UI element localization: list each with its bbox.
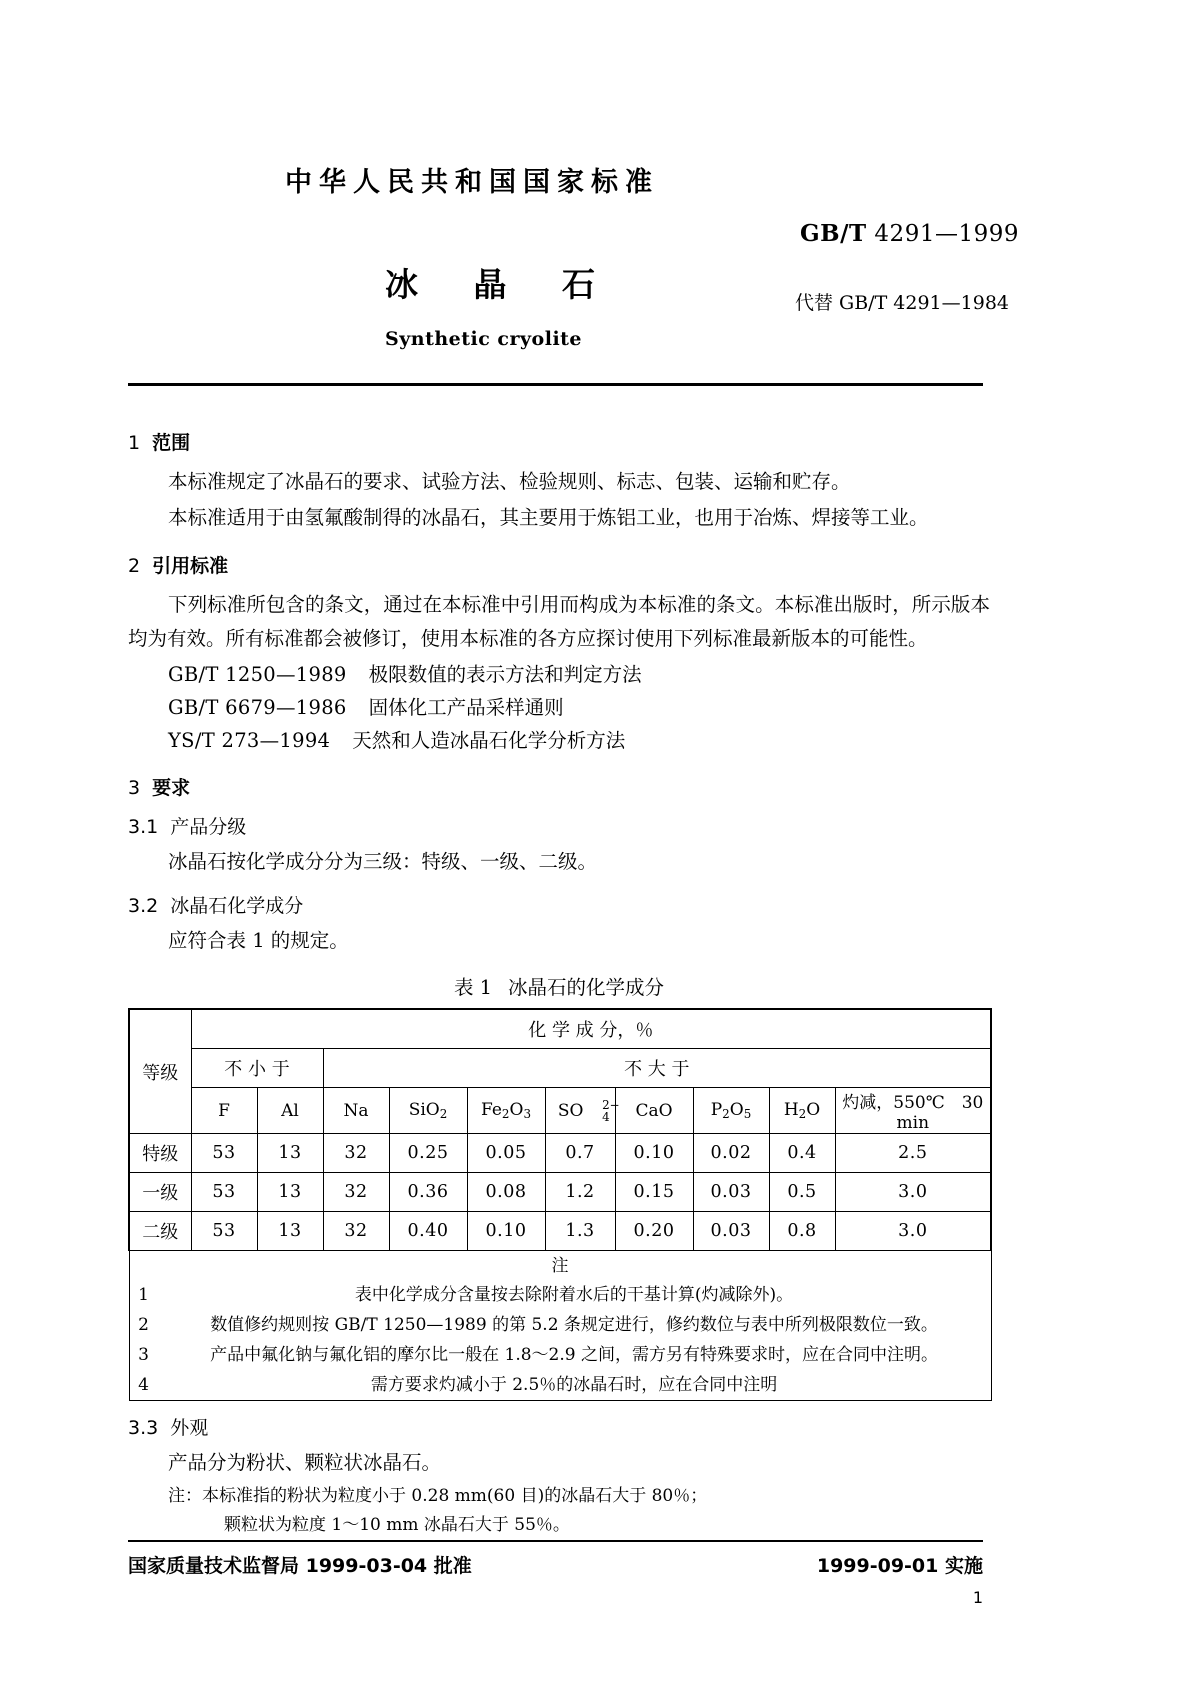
table-cell-sio2: 0.25 bbox=[389, 1134, 467, 1173]
table-cell-loss: 2.5 bbox=[835, 1134, 991, 1173]
table-header-cao: CaO bbox=[615, 1088, 693, 1134]
table-notes-row bbox=[129, 1251, 991, 1401]
standard-code-number: 4291—1999 bbox=[874, 221, 1019, 247]
heading-2-number: 2 bbox=[128, 555, 141, 577]
section-3-3-note-1: 注：本标准指的粉状为粒度小于 0.28 mm(60 目)的冰晶石大于 80％； bbox=[168, 1486, 708, 1506]
table-header-max-group bbox=[323, 1049, 991, 1088]
footer-divider bbox=[128, 1540, 983, 1542]
table-cell-f: 53 bbox=[191, 1134, 257, 1173]
table-note-item bbox=[130, 1280, 991, 1310]
table-row bbox=[129, 1134, 991, 1173]
reference-item bbox=[128, 724, 990, 757]
table-note-text: 数值修约规则按 GB/T 1250—1989 的第 5.2 条规定进行，修约数位与表中所列极限数位一致。 bbox=[210, 1315, 938, 1335]
table-header-row-limits bbox=[129, 1049, 991, 1088]
table-header-row-group bbox=[129, 1009, 991, 1049]
table-header-so4: SO 4 2− bbox=[545, 1088, 615, 1134]
standard-code bbox=[800, 220, 1019, 247]
table-cell-h2o: 0.5 bbox=[769, 1173, 835, 1212]
table-note-item bbox=[130, 1340, 991, 1370]
section-2-paragraph-1: 下列标准所包含的条文，通过在本标准中引用而构成为本标准的条文。本标准出版时，所示版本均为有效。所有标准都会被修订，使用本标准的各方应探讨使用下列标准最新版本的可能性。 bbox=[128, 593, 990, 650]
table-cell-p2o5: 0.02 bbox=[693, 1134, 769, 1173]
table-header-grade bbox=[129, 1009, 191, 1134]
document-header bbox=[0, 160, 1191, 350]
heading-section-2 bbox=[128, 551, 990, 578]
reference-code: YS/T 273—1994 bbox=[168, 729, 331, 752]
table-note-item bbox=[130, 1370, 991, 1400]
heading-section-3 bbox=[128, 773, 990, 800]
table-note-item bbox=[130, 1310, 991, 1340]
standard-code-prefix: GB/T bbox=[800, 220, 867, 247]
table-cell-fe2o3: 0.10 bbox=[467, 1212, 545, 1251]
table-cell-sio2: 0.36 bbox=[389, 1173, 467, 1212]
heading-3-3-number: 3.3 bbox=[128, 1417, 159, 1439]
footer-approval: 国家质量技术监督局 1999-03-04 批准 bbox=[128, 1555, 472, 1577]
table-row bbox=[129, 1173, 991, 1212]
table-note-text: 需方要求灼减小于 2.5％的冰晶石时，应在合同中注明 bbox=[370, 1375, 778, 1395]
table-notes bbox=[129, 1251, 991, 1401]
table-note-text: 产品中氟化钠与氟化铝的摩尔比一般在 1.8～2.9 之间，需方另有特殊要求时，应在合同中注明。 bbox=[210, 1345, 938, 1365]
header-divider bbox=[128, 383, 983, 386]
heading-1-number: 1 bbox=[128, 432, 141, 454]
page-title-english: Synthetic cryolite bbox=[385, 328, 583, 350]
reference-item bbox=[128, 691, 990, 724]
heading-3-2-title: 冰晶石化学成分 bbox=[170, 895, 304, 917]
table-header-max-label: 不 大 于 bbox=[624, 1059, 690, 1080]
table-header-fe2o3: $Fe_2O_3$ bbox=[467, 1088, 545, 1134]
table-cell-grade: 特级 bbox=[129, 1134, 191, 1173]
table-caption-label: 表 1 bbox=[453, 976, 493, 999]
table-header-composition bbox=[191, 1009, 991, 1049]
table-caption bbox=[128, 972, 990, 1000]
table-row bbox=[129, 1212, 991, 1251]
section-3-2-paragraph: 应符合表 1 的规定。 bbox=[168, 929, 349, 952]
table-cell-na: 32 bbox=[323, 1212, 389, 1251]
table-header-min-group bbox=[191, 1049, 323, 1088]
table-cell-f: 53 bbox=[191, 1212, 257, 1251]
table-note-index: 4 bbox=[138, 1375, 149, 1395]
table-header-grade-label: 等级 bbox=[142, 1062, 179, 1084]
reference-item bbox=[128, 658, 990, 691]
table-note-index: 3 bbox=[138, 1345, 149, 1365]
table-cell-al: 13 bbox=[257, 1212, 323, 1251]
heading-3-number: 3 bbox=[128, 777, 141, 799]
table-cell-na: 32 bbox=[323, 1173, 389, 1212]
table-cell-al: 13 bbox=[257, 1134, 323, 1173]
table-cell-cao: 0.15 bbox=[615, 1173, 693, 1212]
reference-code: GB/T 1250—1989 bbox=[168, 663, 347, 686]
table-header-na: Na bbox=[323, 1088, 389, 1134]
table-cell-so4: 1.2 bbox=[545, 1173, 615, 1212]
reference-title: 天然和人造冰晶石化学分析方法 bbox=[352, 729, 626, 752]
table-header-al: Al bbox=[257, 1088, 323, 1134]
page-number: 1 bbox=[972, 1588, 983, 1607]
table-cell-so4: 1.3 bbox=[545, 1212, 615, 1251]
table-cell-grade: 二级 bbox=[129, 1212, 191, 1251]
table-header-min-label: 不 小 于 bbox=[224, 1059, 290, 1080]
table-header-p2o5: $P_2O_5$ bbox=[693, 1088, 769, 1134]
heading-3-2-number: 3.2 bbox=[128, 895, 159, 917]
heading-3-3-title: 外观 bbox=[170, 1417, 209, 1439]
table-header-h2o: $H_2O$ bbox=[769, 1088, 835, 1134]
table-cell-so4: 0.7 bbox=[545, 1134, 615, 1173]
reference-title: 固体化工产品采样通则 bbox=[368, 696, 564, 719]
heading-section-3-3 bbox=[128, 1413, 990, 1440]
heading-2-title: 引用标准 bbox=[152, 555, 229, 577]
table-cell-na: 32 bbox=[323, 1134, 389, 1173]
heading-section-3-2 bbox=[128, 891, 990, 918]
table-cell-sio2: 0.40 bbox=[389, 1212, 467, 1251]
reference-code: GB/T 6679—1986 bbox=[168, 696, 347, 719]
table-cell-loss: 3.0 bbox=[835, 1212, 991, 1251]
table-header-row-symbols bbox=[129, 1088, 991, 1134]
chemical-composition-table bbox=[128, 1008, 992, 1401]
document-footer bbox=[128, 1551, 983, 1578]
reference-title: 极限数值的表示方法和判定方法 bbox=[368, 663, 642, 686]
section-1-paragraph-2: 本标准适用于由氢氟酸制得的冰晶石，其主要用于炼铝工业，也用于冶炼、焊接等工业。 bbox=[168, 506, 929, 529]
document-body bbox=[128, 412, 990, 1540]
heading-section-1 bbox=[128, 428, 990, 455]
table-cell-h2o: 0.4 bbox=[769, 1134, 835, 1173]
table-header-loss-on-ignition: 灼减，550℃ 30 min bbox=[835, 1088, 991, 1134]
table-cell-al: 13 bbox=[257, 1173, 323, 1212]
table-cell-loss: 3.0 bbox=[835, 1173, 991, 1212]
table-cell-cao: 0.20 bbox=[615, 1212, 693, 1251]
table-note-text: 表中化学成分含量按去除附着水后的干基计算(灼减除外)。 bbox=[354, 1285, 794, 1305]
table-cell-fe2o3: 0.08 bbox=[467, 1173, 545, 1212]
heading-section-3-1 bbox=[128, 812, 990, 839]
table-header-composition-label: 化 学 成 分，％ bbox=[528, 1020, 654, 1041]
heading-1-title: 范围 bbox=[152, 432, 191, 454]
section-3-1-paragraph: 冰晶石按化学成分分为三级：特级、一级、二级。 bbox=[168, 850, 598, 873]
footer-implementation: 1999-09-01 实施 bbox=[816, 1555, 983, 1577]
table-note-index: 1 bbox=[138, 1285, 149, 1305]
section-1-paragraph-1: 本标准规定了冰晶石的要求、试验方法、检验规则、标志、包装、运输和贮存。 bbox=[168, 470, 851, 493]
table-cell-p2o5: 0.03 bbox=[693, 1212, 769, 1251]
national-standard-line: 中华人民共和国国家标准 bbox=[285, 167, 659, 198]
heading-3-1-title: 产品分级 bbox=[170, 816, 247, 838]
table-cell-h2o: 0.8 bbox=[769, 1212, 835, 1251]
replaces-note: 代替 GB/T 4291—1984 bbox=[795, 292, 1010, 314]
table-note-index: 2 bbox=[138, 1315, 149, 1335]
table-notes-title: 注 bbox=[551, 1256, 569, 1276]
heading-3-title: 要求 bbox=[152, 777, 191, 799]
section-3-3-note-2: 颗粒状为粒度 1～10 mm 冰晶石大于 55％。 bbox=[224, 1515, 570, 1535]
page-title: 冰 晶 石 bbox=[385, 265, 617, 304]
table-caption-text: 冰晶石的化学成分 bbox=[508, 976, 665, 999]
table-cell-fe2o3: 0.05 bbox=[467, 1134, 545, 1173]
table-cell-cao: 0.10 bbox=[615, 1134, 693, 1173]
table-cell-f: 53 bbox=[191, 1173, 257, 1212]
section-3-3-paragraph: 产品分为粉状、颗粒状冰晶石。 bbox=[168, 1451, 442, 1474]
table-cell-grade: 一级 bbox=[129, 1173, 191, 1212]
heading-3-1-number: 3.1 bbox=[128, 816, 159, 838]
table-header-f: F bbox=[191, 1088, 257, 1134]
table-cell-p2o5: 0.03 bbox=[693, 1173, 769, 1212]
table-header-sio2: SiO$_2$ bbox=[389, 1088, 467, 1134]
